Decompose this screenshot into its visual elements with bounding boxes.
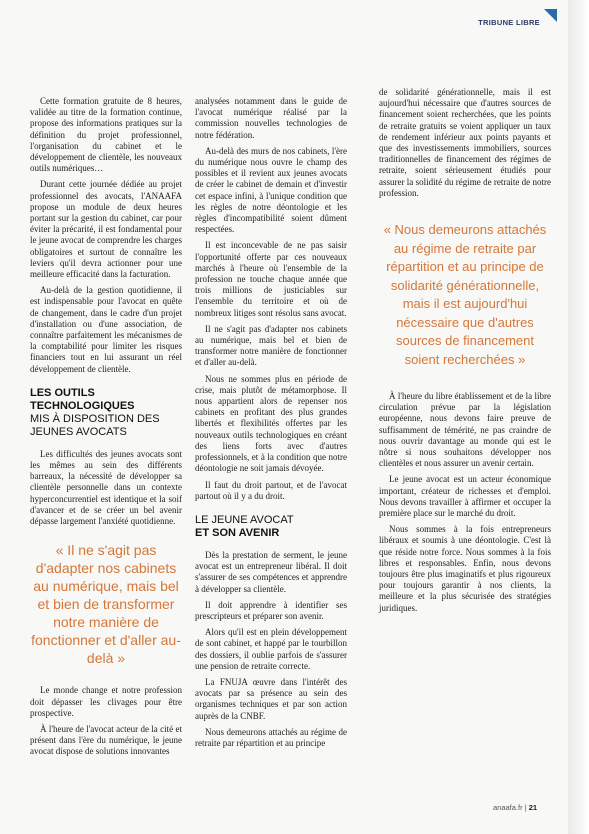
paragraph: Le monde change et notre profession doit dépasser les clivages pour être prospective. — [30, 685, 182, 718]
paragraph: analysées notamment dans le guide de l'avocat numérique réalisé par la commission nouvelles technologies de notre fédération. — [195, 96, 347, 140]
paragraph: Cette formation gratuite de 8 heures, validée au titre de la formation continue, propose des informations pratiques sur la définition du projet professionnel, l'organisation du cabinet et le développement de clientèle, les nouveaux outils numériques… — [30, 96, 182, 174]
column-2 — [195, 96, 347, 754]
column-1 — [30, 96, 182, 763]
paragraph: Il est inconcevable de ne pas saisir l'opportunité offerte par ces nouveaux marchés à l'heure où l'ensemble de la profession ne touche chaque année que trois millions de justiciables sur l'ensemble du territoire et où de nombreux litiges sont résolus sans avocat. — [195, 240, 347, 318]
paragraph: La FNUJA œuvre dans l'intérêt des avocats par sa présence au sein des organismes techniques et par son action auprès de la CNBF. — [195, 676, 347, 721]
section-heading — [30, 387, 182, 439]
pull-quote: « Nous demeurons attachés au régime de retraite par répartition et au principe de solidarité générationnelle, mais il est aujourd'hui nécessaire que d'autres sources de financement soient recherchées » — [383, 222, 547, 367]
paragraph: Au-delà des murs de nos cabinets, l'ère du numérique nous ouvre le champ des possibles et il revient aux jeunes avocats de créer le cabinet de demain et d'investir cet espace infini, à l'unique condition que les règles de notre déontologie et les règles d'incompatibilité soient dûment respectées. — [195, 145, 347, 235]
paragraph: Dès la prestation de serment, le jeune avocat est un entrepreneur libéral. Il doit s'assurer de ses compétences et apprendre à développer sa clientèle. — [195, 549, 347, 594]
paragraph: Il doit apprendre à identifier ses prescripteurs et préparer son avenir. — [195, 599, 347, 621]
paragraph: Il ne s'agit pas d'adapter nos cabinets au numérique, mais bel et bien de transformer notre manière de fonctionner et d'aller au-delà. — [195, 323, 347, 368]
section-heading-line1: LE JEUNE AVOCAT — [195, 513, 294, 526]
paragraph: de solidarité générationnelle, mais il est aujourd'hui nécessaire que d'autres sources de financement soient recherchées, que les points de retraite gratuits se voient appliquer un taux de rendement inférieur aux points payants et que des investissements immobiliers, sources traditionnelles de financement des régimes de retraite, soient sérieusement étudiés pour assurer la solidité du régime de retraite de notre profession. — [379, 87, 551, 198]
paragraph: Nous demeurons attachés au régime de retraite par répartition et au principe — [195, 726, 347, 748]
section-heading — [195, 514, 347, 540]
corner-marker-icon — [544, 9, 557, 22]
page-number: 21 — [528, 803, 538, 812]
column-3 — [379, 87, 551, 619]
paragraph: Les difficultés des jeunes avocats sont les mêmes au sein des différents barreaux, la nécessité de développer sa clientèle personnelle dans un contexte hyperconcurrentiel est identique et la soif d'avancer et de se créer un bel avenir dépasse largement l'anxiété quotidienne. — [30, 448, 182, 527]
section-rubric: TRIBUNE LIBRE — [478, 18, 540, 27]
pull-quote: « Il ne s'agit pas d'adapter nos cabinets au numérique, mais bel et bien de transformer notre manière de fonctionner et d'aller au-delà » — [31, 542, 181, 667]
page-footer — [493, 803, 537, 812]
section-heading-bold: LES OUTILS TECHNOLOGIQUES — [30, 386, 135, 412]
page-edge — [568, 0, 589, 834]
paragraph: Alors qu'il est en plein développement de sont cabinet, et happé par le tourbillon des dossiers, il oublie parfois de s'assurer une pension de retraite correcte. — [195, 627, 347, 671]
paragraph: Nous ne sommes plus en période de crise, mais plutôt de métamorphose. Il nous appartient alors de repenser nos cabinets en profitant des plus grandes libertés et flexibilités offertes par les nouveaux outils technologiques en créant des liens forts avec d'autres professionnels, et à la condition que notre déontologie ne soit jamais dévoyée. — [195, 373, 347, 474]
paragraph: Au-delà de la gestion quotidienne, il est indispensable pour l'avocat en quête de changement, dans le cadre d'un projet d'installation ou d'une association, de connaître parfaitement les mécanismes de la comptabilité pour limiter les risques financiers tout en lui assurant un réel développement de clientèle. — [30, 285, 182, 374]
paragraph: À l'heure du libre établissement et de la libre circulation prévue par la législation européenne, nous devons faire preuve de suffisamment de témérité, ne pas craindre de nous ouvrir davantage au monde qui est le nôtre si nous souhaitons développer nos clientèles et nous assurer un avenir certain. — [379, 391, 551, 469]
paragraph: À l'heure de l'avocat acteur de la cité et présent dans l'ère du numérique, le jeune avocat dispose de solutions innovantes — [30, 723, 182, 757]
paragraph: Le jeune avocat est un acteur économique important, créateur de richesses et d'emploi. Nous devons travailler à affirmer et occuper la première place sur le marché du droit. — [379, 474, 551, 519]
paragraph: Nous sommes à la fois entrepreneurs libéraux et soumis à une déontologie. C'est là que réside notre force. Nous sommes à la fois libres et responsables. Enfin, nous devons toujours être plus imaginatifs et plus rigoureux pour toujours garantir à nos clients, la meilleure et la plus sécurisée des stratégies juridiques. — [379, 524, 551, 613]
section-heading-line2: ET SON AVENIR — [195, 526, 280, 539]
paragraph: Il faut du droit partout, et de l'avocat partout où il y a du droit. — [195, 479, 347, 501]
footer-site: anaafa.fr | — [493, 803, 527, 812]
paragraph: Durant cette journée dédiée au projet professionnel des avocats, l'ANAAFA propose un module de deux heures portant sur la gestion du cabinet, car pour éviter la précarité, il est fondamental pour le jeune avocat de comprendre les charges obligatoires et surtout de connaître les leviers qu'il devra actionner pour une meilleure efficacité dans la facturation. — [30, 179, 182, 280]
section-heading-rest: MIS À DISPOSITION DES JEUNES AVOCATS — [30, 412, 160, 438]
